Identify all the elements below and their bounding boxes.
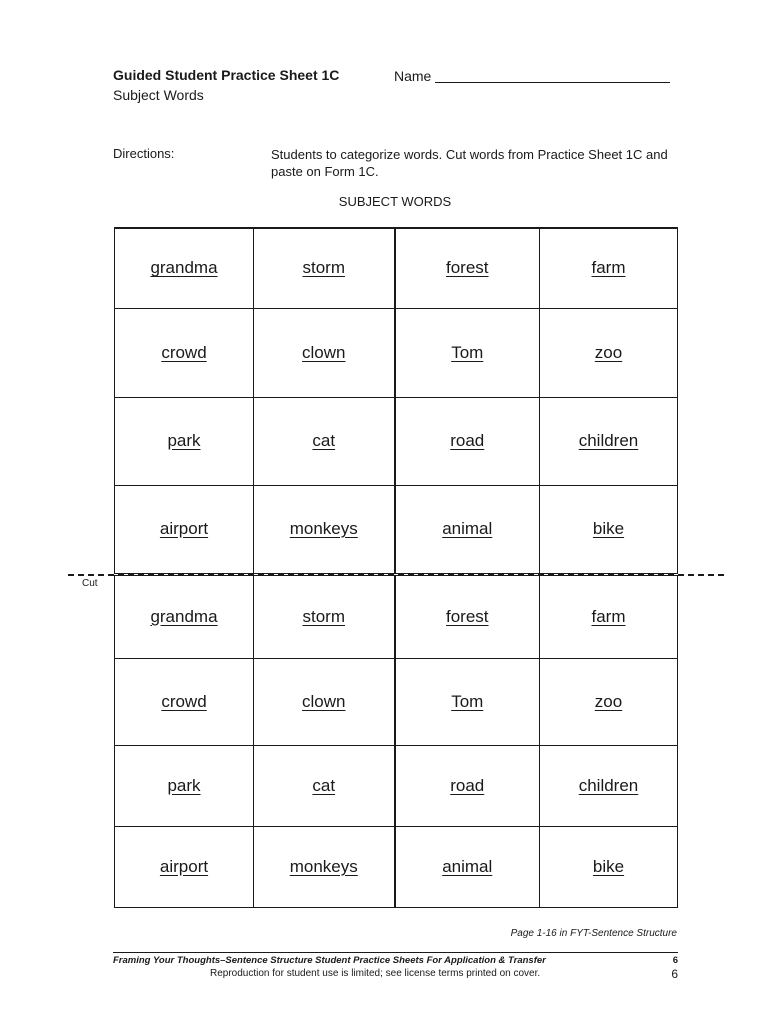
- table-row: [115, 228, 678, 308]
- word-cell[interactable]: airport: [115, 827, 254, 908]
- word-grid-top: [114, 227, 678, 574]
- word-cell[interactable]: forest: [395, 228, 540, 308]
- footer-rule: [113, 952, 678, 953]
- word-cell[interactable]: forest: [395, 576, 540, 659]
- word-cell[interactable]: road: [395, 397, 540, 485]
- table-row: [115, 308, 678, 397]
- footer-title: Framing Your Thoughts–Sentence Structure Student Practice Sheets For Application & Transfer: [113, 955, 546, 966]
- footer-page-number-2: 6: [671, 967, 678, 981]
- cut-label: Cut: [82, 578, 98, 589]
- word-cell[interactable]: farm: [540, 576, 678, 659]
- footer-page-number: 6: [672, 955, 678, 966]
- table-row: [115, 576, 678, 659]
- word-cell[interactable]: grandma: [115, 576, 254, 659]
- word-cell[interactable]: Tom: [395, 308, 540, 397]
- sheet-subtitle: Subject Words: [113, 87, 204, 103]
- word-cell[interactable]: park: [115, 397, 254, 485]
- word-cell[interactable]: bike: [540, 485, 678, 573]
- word-cell[interactable]: Tom: [395, 659, 540, 746]
- word-cell[interactable]: animal: [395, 827, 540, 908]
- word-cell[interactable]: monkeys: [254, 485, 395, 573]
- word-cell[interactable]: clown: [254, 308, 395, 397]
- word-cell[interactable]: cat: [254, 397, 395, 485]
- table-row: [115, 659, 678, 746]
- word-cell[interactable]: storm: [254, 576, 395, 659]
- word-cell[interactable]: animal: [395, 485, 540, 573]
- word-grid-bottom: [114, 575, 678, 908]
- word-cell[interactable]: zoo: [540, 308, 678, 397]
- directions-text: Students to categorize words. Cut words from Practice Sheet 1C and paste on Form 1C.: [271, 147, 668, 179]
- word-cell[interactable]: monkeys: [254, 827, 395, 908]
- word-cell[interactable]: cat: [254, 746, 395, 827]
- word-cell[interactable]: bike: [540, 827, 678, 908]
- table-row: [115, 827, 678, 908]
- sheet-title: Guided Student Practice Sheet 1C: [113, 67, 340, 83]
- table-row: [115, 397, 678, 485]
- word-cell[interactable]: park: [115, 746, 254, 827]
- footer-license-note: Reproduction for student use is limited; see license terms printed on cover.: [210, 968, 541, 979]
- table-row: [115, 485, 678, 573]
- word-cell[interactable]: zoo: [540, 659, 678, 746]
- word-cell[interactable]: storm: [254, 228, 395, 308]
- name-label: Name: [394, 68, 432, 84]
- word-cell[interactable]: road: [395, 746, 540, 827]
- name-line: [435, 82, 670, 83]
- word-cell[interactable]: grandma: [115, 228, 254, 308]
- word-cell[interactable]: children: [540, 746, 678, 827]
- table-row: [115, 746, 678, 827]
- word-cell[interactable]: clown: [254, 659, 395, 746]
- word-cell[interactable]: farm: [540, 228, 678, 308]
- word-cell[interactable]: crowd: [115, 659, 254, 746]
- word-cell[interactable]: crowd: [115, 308, 254, 397]
- page-reference: Page 1-16 in FYT-Sentence Structure: [510, 928, 677, 939]
- word-cell[interactable]: children: [540, 397, 678, 485]
- word-cell[interactable]: airport: [115, 485, 254, 573]
- directions-label: Directions:: [113, 146, 175, 161]
- table-title: SUBJECT WORDS: [338, 194, 452, 209]
